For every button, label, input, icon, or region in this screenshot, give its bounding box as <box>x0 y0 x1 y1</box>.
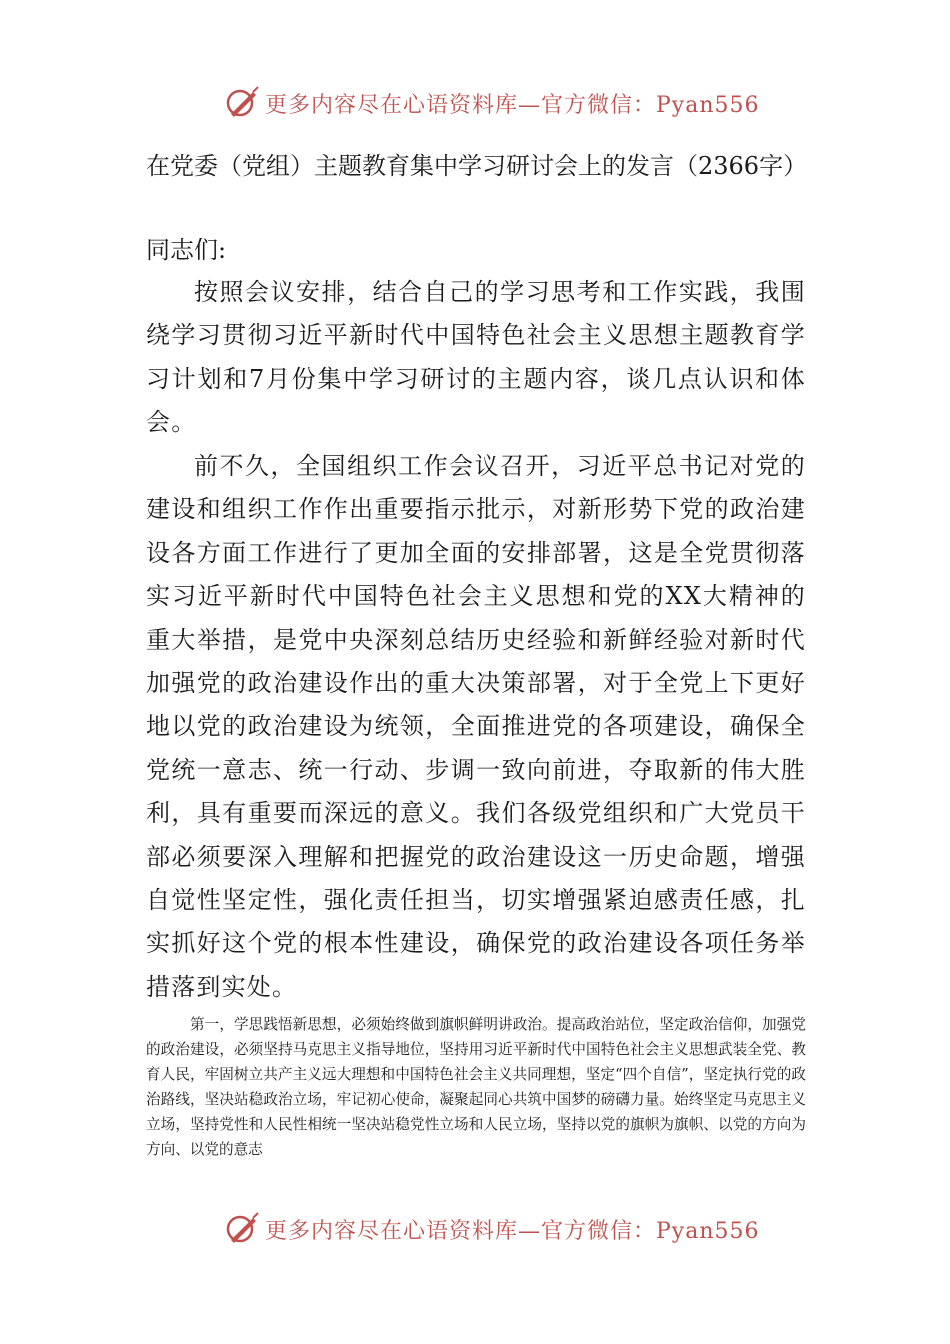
document-title: 在党委（党组）主题教育集中学习研讨会上的发言（2366字） <box>146 152 808 180</box>
header-banner <box>225 86 760 120</box>
greeting: 同志们: <box>146 236 227 264</box>
footer-banner <box>225 1212 760 1246</box>
paragraph-2: 前不久，全国组织工作会议召开，习近平总书记对党的建设和组织工作作出重要指示批示，对新形势下党的政治建设各方面工作进行了更加全面的安排部署，这是全党贯彻落实习近平新时代中国特色社会主义思想和党的XX大精神的重大举措，是党中央深刻总结历史经验和新鲜经验对新时代加强党的政治建设作出的重大决策部署，对于全党上下更好地以党的政治建设为统领，全面推进党的各项建设，确保全党统一意志、统一行动、步调一致向前进，夺取新的伟大胜利，具有重要而深远的意义。我们各级党组织和广大党员干部必须要深入理解和把握党的政治建设这一历史命题，增强自觉性坚定性，强化责任担当，切实增强紧迫感责任感，扎实抓好这个党的根本性建设，确保党的政治建设各项任务举措落到实处。 <box>146 452 806 1001</box>
paragraph-3: 第一，学思践悟新思想，必须始终做到旗帜鲜明讲政治。提高政治站位，坚定政治信仰，加强党的政治建设，必须坚持马克思主义指导地位，坚持用习近平新时代中国特色社会主义思想武装全党、教育人民，牢固树立共产主义远大理想和中国特色社会主义共同理想，坚定“四个自信”，坚定执行党的政治路线，坚决站稳政治立场，牢记初心使命，凝聚起同心共筑中国梦的磅礴力量。始终坚定马克思主义立场，坚持党性和人民性相统一坚决站稳党性立场和人民立场，坚持以党的旗帜为旗帜、以党的方向为方向、以党的意志 <box>146 1016 806 1158</box>
footer-banner-text: 更多内容尽在心语资料库—官方微信：Pyan556 <box>265 1218 760 1244</box>
pen-logo-icon <box>225 1212 259 1246</box>
header-banner-text: 更多内容尽在心语资料库—官方微信：Pyan556 <box>265 92 760 118</box>
paragraph-1: 按照会议安排，结合自己的学习思考和工作实践，我围绕学习贯彻习近平新时代中国特色社会主义思想主题教育学习计划和7月份集中学习研讨的主题内容，谈几点认识和体会。 <box>146 278 806 437</box>
pen-logo-icon <box>225 86 259 120</box>
